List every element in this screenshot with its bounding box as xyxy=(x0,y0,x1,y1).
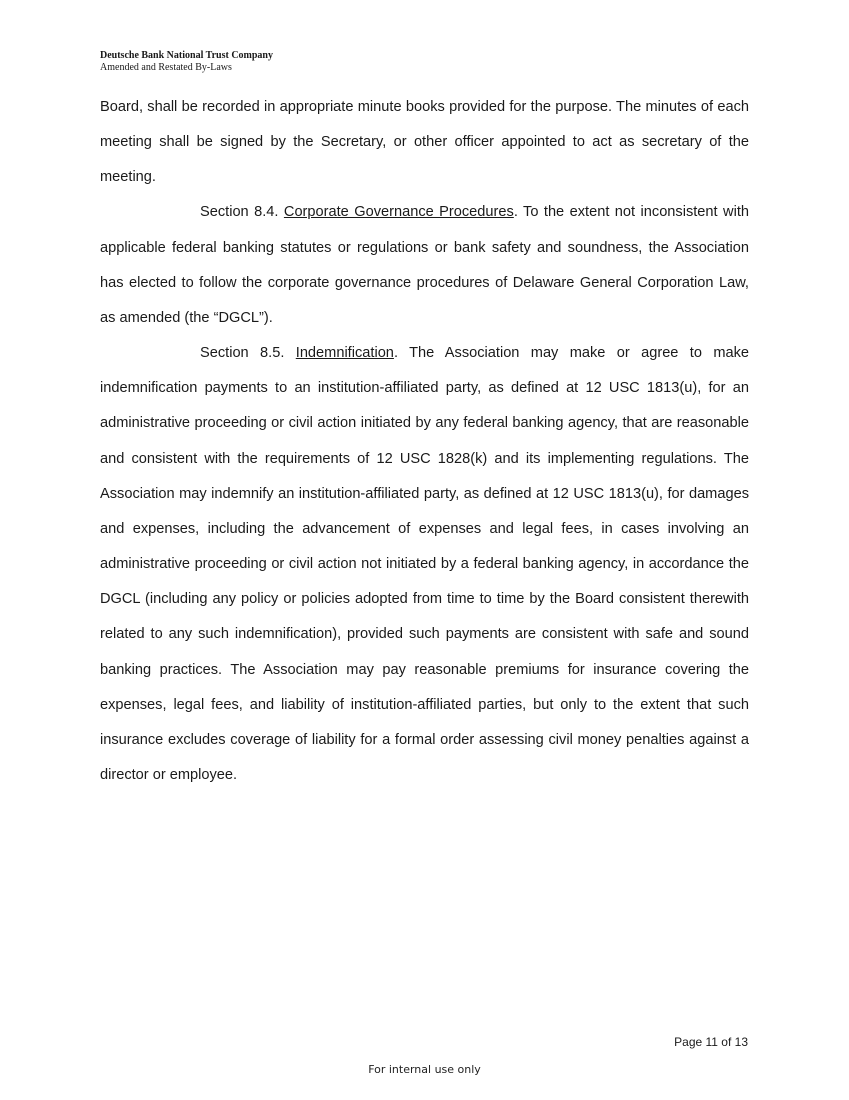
section-8-5-heading: Indemnification xyxy=(295,345,394,362)
continuation-paragraph: Board, shall be recorded in appropriate minute books provided for the purpose. The minutes of each meeting shall be signed by the Secretary, or other officer appointed to act as secretary of the meeting. xyxy=(100,99,749,186)
running-header xyxy=(100,50,273,74)
header-document-title: Amended and Restated By-Laws xyxy=(100,62,232,73)
classification-footer: For internal use only xyxy=(368,1063,481,1076)
section-8-4-paragraph xyxy=(100,195,749,336)
section-8-4-heading: Corporate Governance Procedures xyxy=(283,204,514,221)
section-8-4-text: . To the extent not inconsistent with applicable federal banking statutes or regulations or bank safety and soundness, the Association has elected to follow the corporate governance procedures of Delaware General Corporation Law, as amended (the “DGCL”). xyxy=(100,204,749,326)
section-8-5-number: Section 8.5. xyxy=(200,345,285,362)
section-8-5-text: . The Association may make or agree to make indemnification payments to an institution-affiliated party, as defined at 12 USC 1813(u), for an administrative proceeding or civil action initiated by any federal banking agency, that are reasonable and consistent with the requirements of 12 USC 1828(k) and its implementing regulations. The Association may indemnify an institution-affiliated party, as defined at 12 USC 1813(u), for damages and expenses, including the advancement of expenses and legal fees, in cases involving an administrative proceeding or civil action not initiated by a federal banking agency, in accordance the DGCL (including any policy or policies adopted from time to time by the Board consistent therewith related to any such indemnification), provided such payments are consistent with safe and sound banking practices. The Association may pay reasonable premiums for insurance covering the expenses, legal fees, and liability of institution-affiliated parties, but only to the extent that such insurance excludes coverage of liability for a formal order assessing civil money penalties against a director or employee. xyxy=(100,345,750,783)
document-body xyxy=(100,90,749,793)
page-number: Page 11 of 13 xyxy=(674,1035,748,1049)
header-company-name: Deutsche Bank National Trust Company xyxy=(100,50,273,61)
section-8-5-paragraph xyxy=(100,336,749,793)
section-8-4-number: Section 8.4. xyxy=(200,204,279,221)
